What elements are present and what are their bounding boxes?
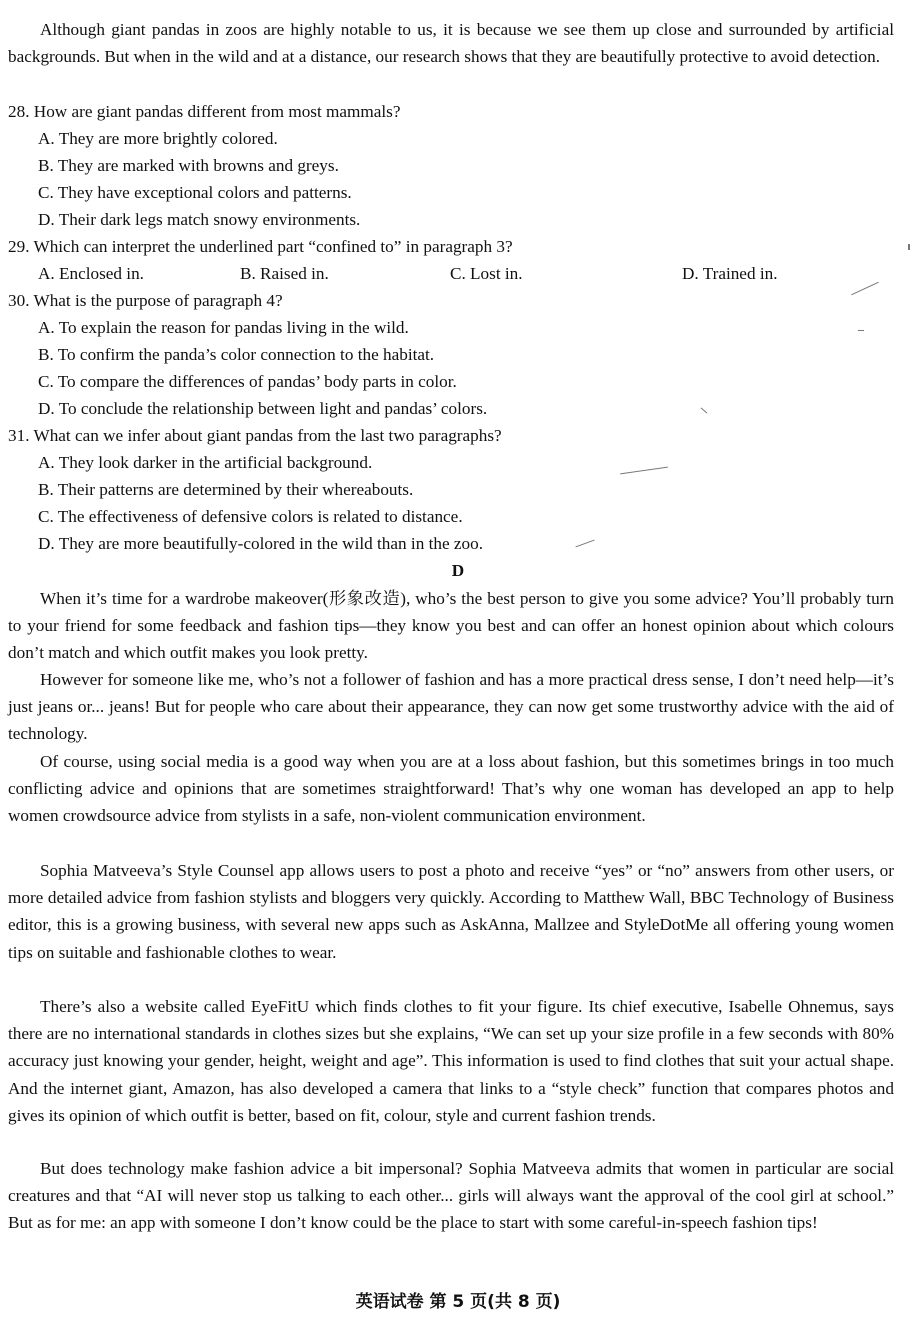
question-30-option-a: A. To explain the reason for pandas living in the wild. bbox=[38, 318, 409, 337]
passage-c-final-paragraph: Although giant pandas in zoos are highly notable to us, it is because we see them up close and surrounded by artificial backgrounds. But when in the wild and at a distance, our research shows that they are beautifully protective to avoid detection. bbox=[8, 20, 894, 67]
question-31-option-d: D. They are more beautifully-colored in the wild than in the zoo. bbox=[38, 534, 483, 553]
question-29-option-b: B. Raised in. bbox=[240, 264, 329, 283]
question-30-option-b: B. To confirm the panda’s color connection to the habitat. bbox=[38, 345, 435, 364]
question-30-option-d: D. To conclude the relationship between light and pandas’ colors. bbox=[38, 399, 488, 418]
question-29-option-d: D. Trained in. bbox=[682, 264, 778, 283]
section-d-paragraph-2: However for someone like me, who’s not a follower of fashion and has a more practical dress sense, I don’t need help—it’s just jeans or... jeans! But for people who care about their appearance, they can now get some trustworthy advice with the aid of technology. bbox=[8, 670, 894, 744]
question-30-option-c: C. To compare the differences of pandas’ body parts in color. bbox=[38, 372, 457, 391]
page-footer: 英语试卷 第 5 页(共 8 页) bbox=[355, 1292, 561, 1312]
question-29-stem: 29. Which can interpret the underlined part “confined to” in paragraph 3? bbox=[8, 237, 513, 256]
section-d-title: D bbox=[451, 561, 465, 580]
question-29-options bbox=[38, 260, 888, 287]
question-31-stem: 31. What can we infer about giant pandas from the last two paragraphs? bbox=[8, 426, 502, 445]
question-28-stem: 28. How are giant pandas different from most mammals? bbox=[8, 102, 401, 121]
question-31-option-b: B. Their patterns are determined by their whereabouts. bbox=[38, 480, 414, 499]
scan-speck bbox=[858, 330, 864, 331]
question-30-stem: 30. What is the purpose of paragraph 4? bbox=[8, 291, 283, 310]
question-28-option-d: D. Their dark legs match snowy environments. bbox=[38, 210, 361, 229]
question-28-option-a: A. They are more brightly colored. bbox=[38, 129, 278, 148]
question-31-option-c: C. The effectiveness of defensive colors is related to distance. bbox=[38, 507, 463, 526]
question-29-option-a: A. Enclosed in. bbox=[38, 264, 144, 283]
section-d-paragraph-1: When it’s time for a wardrobe makeover(形象改造), who’s the best person to give you some advice? You’ll probably turn to your friend for some feedback and fashion tips—they know you best and can offer an honest opinion about which colours don’t match and which outfit makes you look pretty. bbox=[8, 589, 894, 663]
question-28-option-c: C. They have exceptional colors and patterns. bbox=[38, 183, 352, 202]
question-29-option-c: C. Lost in. bbox=[450, 264, 523, 283]
section-d-paragraph-3: Of course, using social media is a good way when you are at a loss about fashion, but this sometimes brings in too much conflicting advice and opinions that are sometimes straightforward! That’s why one woman has developed an app to help women crowdsource advice from stylists in a safe, non-violent communication environment. bbox=[8, 752, 894, 826]
scan-speck bbox=[908, 244, 910, 250]
question-28-option-b: B. They are marked with browns and greys. bbox=[38, 156, 339, 175]
section-d-paragraph-6: But does technology make fashion advice a bit impersonal? Sophia Matveeva admits that women in particular are social creatures and that “AI will never stop us talking to each other... girls will always want the approval of the cool girl at school.” But as for me: an app with someone I don’t know could be the place to start with some careful-in-speech fashion tips! bbox=[8, 1159, 894, 1233]
question-31-option-a: A. They look darker in the artificial background. bbox=[38, 453, 373, 472]
section-d-paragraph-4: Sophia Matveeva’s Style Counsel app allows users to post a photo and receive “yes” or “no” answers from other users, or more detailed advice from fashion stylists and bloggers very quickly. According to Matthew Wall, BBC Technology of Business editor, this is a growing business, with several new apps such as AskAnna, Mallzee and StyleDotMe all offering young women tips on suitable and fashionable clothes to wear. bbox=[8, 861, 894, 962]
section-d-paragraph-5: There’s also a website called EyeFitU which finds clothes to fit your figure. Its chief executive, Isabelle Ohnemus, says there are no international standards in clothes sizes but she explains, “We can set up your size profile in a few seconds with 80% accuracy just knowing your gender, height, weight and age”. This information is used to find clothes that suit your actual shape. And the internet giant, Amazon, has also developed a camera that links to a “style check” function that compares photos and gives its opinion of which outfit is better, based on fit, colour, style and current fashion trends. bbox=[8, 997, 894, 1125]
